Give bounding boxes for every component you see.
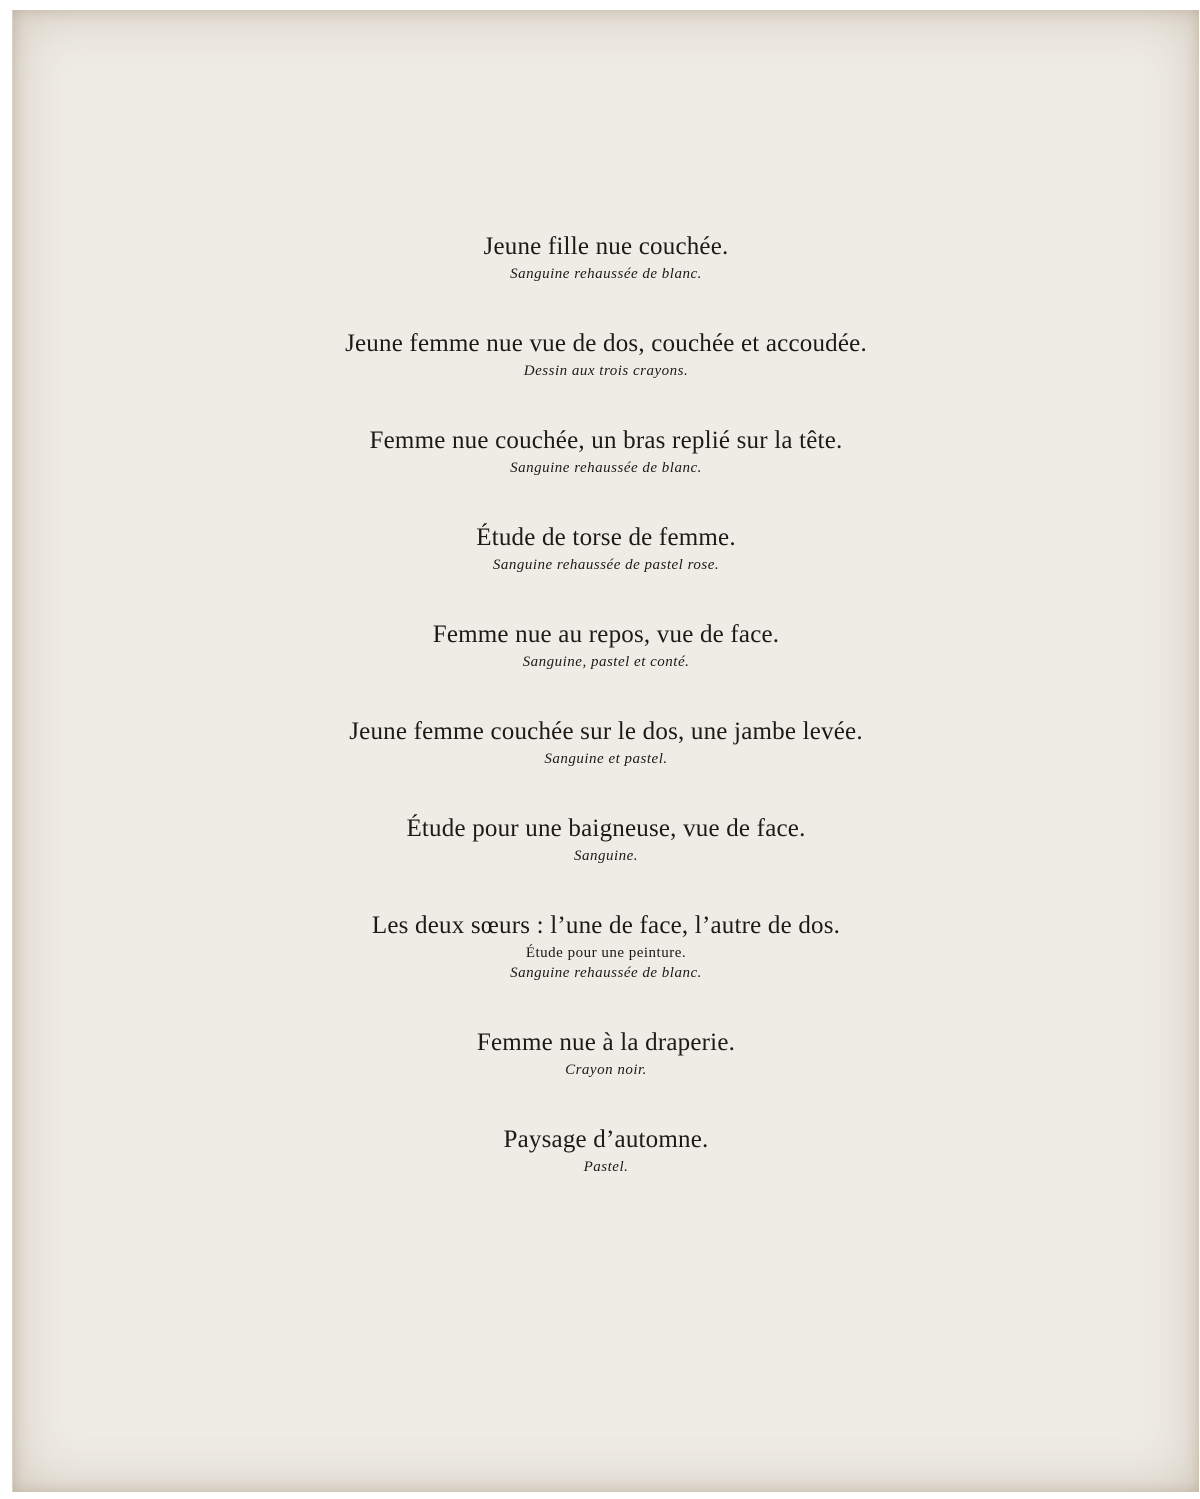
entry-title: Étude pour une baigneuse, vue de face.	[406, 815, 806, 842]
entry-note: Étude pour une peinture.	[525, 945, 687, 961]
entry-medium: Sanguine.	[573, 848, 639, 864]
list-item	[13, 230, 1199, 327]
entry-title: Étude de torse de femme.	[476, 524, 736, 551]
entry-title: Jeune femme couchée sur le dos, une jambe levée.	[349, 718, 863, 745]
paper-sheet	[12, 10, 1199, 1492]
list-item	[13, 327, 1199, 424]
entry-title: Femme nue couchée, un bras replié sur la tête.	[369, 427, 843, 454]
entry-medium: Sanguine, pastel et conté.	[522, 654, 690, 670]
list-item	[13, 812, 1199, 909]
entry-medium: Sanguine rehaussée de blanc.	[510, 460, 702, 476]
entry-title: Paysage d’automne.	[503, 1126, 709, 1153]
list-item	[13, 1026, 1199, 1123]
entry-title: Femme nue au repos, vue de face.	[432, 621, 780, 648]
list-item	[13, 424, 1199, 521]
plate-list	[13, 230, 1199, 1220]
list-item	[13, 715, 1199, 812]
entry-medium: Dessin aux trois crayons.	[523, 363, 689, 379]
list-item	[13, 909, 1199, 1026]
entry-title: Jeune femme nue vue de dos, couchée et accoudée.	[345, 330, 867, 357]
list-item	[13, 1123, 1199, 1220]
entry-medium: Pastel.	[583, 1159, 629, 1175]
entry-medium: Sanguine rehaussée de blanc.	[510, 266, 702, 282]
entry-medium: Sanguine rehaussée de pastel rose.	[492, 557, 720, 573]
entry-medium: Crayon noir.	[565, 1062, 647, 1078]
entry-title: Jeune fille nue couchée.	[483, 233, 729, 260]
entry-title: Femme nue à la draperie.	[476, 1029, 736, 1056]
list-item	[13, 618, 1199, 715]
entry-title: Les deux sœurs : l’une de face, l’autre de dos.	[371, 912, 841, 939]
entry-medium: Sanguine rehaussée de blanc.	[510, 965, 702, 981]
list-item	[13, 521, 1199, 618]
entry-medium: Sanguine et pastel.	[544, 751, 668, 767]
